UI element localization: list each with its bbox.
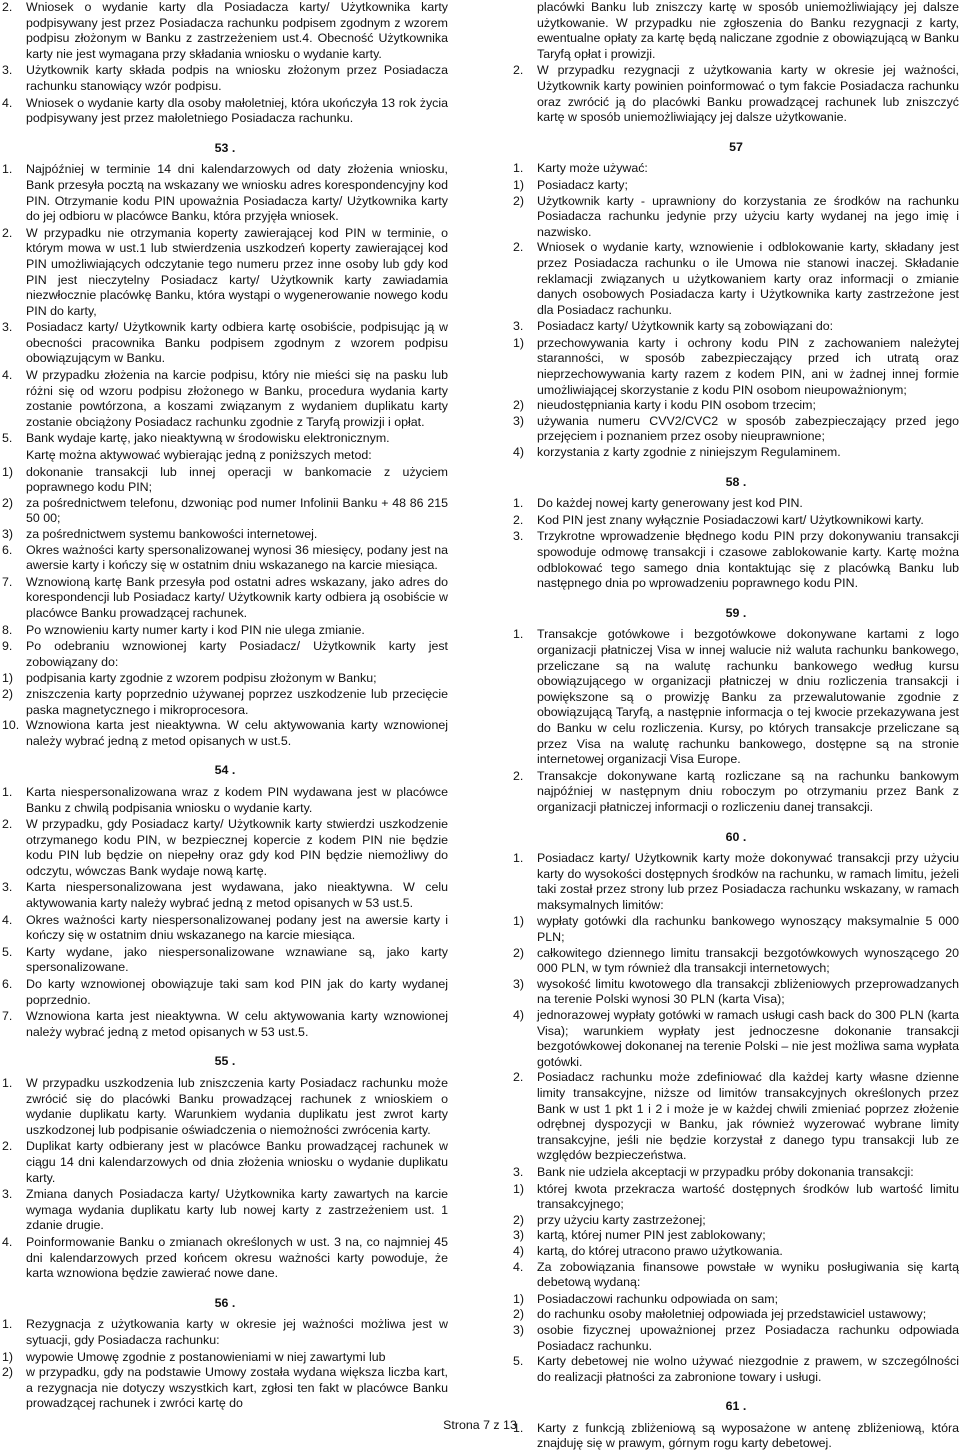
paragraph: Kartę można aktywować wybierając jedną z poniższych metod: <box>26 448 372 463</box>
item-text: jednorazowej wypłaty gotówki w ramach usługi cash back do 300 PLN (karta Visa); warunkiem wypłaty jest jednoczesne dokonanie transakcji bezgotówkowej dokonanej na terenie Polski – nie jest możliwa sama wypłata gotówki. <box>537 1008 959 1069</box>
item-number: 1. <box>513 1420 524 1435</box>
list-item <box>2 1235 448 1282</box>
sub-list-item <box>513 414 959 445</box>
sub-list-item <box>2 496 448 527</box>
item-number: 3. <box>513 319 524 334</box>
item-number: 3. <box>2 320 13 335</box>
item-number: 2) <box>513 1307 525 1322</box>
item-number: 1. <box>2 1076 13 1090</box>
sub-list-item <box>513 336 959 398</box>
sub-list-item <box>2 671 448 687</box>
sub-list-item <box>513 914 959 945</box>
list-item <box>2 543 448 574</box>
item-number: 1) <box>2 464 14 479</box>
list-item <box>513 161 959 177</box>
item-text: do rachunku osoby małoletniej odpowiada jej przedstawiciel ustawowy; <box>537 1307 927 1322</box>
sub-list-item <box>513 1307 959 1323</box>
sub-list-item <box>513 1244 959 1260</box>
item-text: Duplikat karty odbierany jest w placówce Banku prowadzącej rachunek w ciągu 14 dni kalendarzowych od dnia złożenia wniosku o wydanie duplikatu karty. <box>26 1139 448 1185</box>
item-number: 1) <box>513 1291 525 1306</box>
left-column <box>2 0 448 1412</box>
item-text: Posiadaczowi rachunku odpowiada on sam; <box>537 1291 779 1306</box>
list-item <box>513 513 959 529</box>
item-text: Posiadacz karty/ Użytkownik karty są zobowiązani do: <box>537 319 834 334</box>
list-item <box>513 240 959 318</box>
item-text: Wznowioną kartę Bank przesyła pod ostatni adres wskazany, jako adres do korespondencji lub Posiadacz karty/ Użytkownik karty odbiera ją osobiście w placówce Banku prowadzącej rachunek. <box>26 574 448 620</box>
list-item <box>2 1317 448 1348</box>
list-item <box>2 945 448 976</box>
item-text: Wniosek o wydanie karty dla Posiadacza karty/ Użytkownika karty podpisywany jest przez Posiadacza rachunku podpisem zgodnym z wzorem podpisu złożonym w Banku z zastrzeżeniem ust.4. Obecność Użytkownika karty nie jest wymagana przy składania wniosku o wydanie karty. <box>26 0 448 61</box>
item-number: 2) <box>2 495 14 510</box>
section-heading: 60 . <box>725 829 747 844</box>
item-text: której kwota przekracza wartość dostępnych środków lub wartość limitu transakcyjnego; <box>537 1181 959 1212</box>
list-item <box>513 851 959 913</box>
list-item <box>2 320 448 367</box>
section-heading: 54 . <box>214 763 236 778</box>
list-item <box>513 1165 959 1181</box>
item-number: 2. <box>513 512 524 527</box>
item-number: 3) <box>513 1228 525 1243</box>
list-item <box>513 529 959 591</box>
item-number: 1. <box>513 496 524 511</box>
item-text: Karty debetowej nie wolno używać niezgodnie z prawem, w szczególności do realizacji płatności za zabronione towary i usługi. <box>537 1354 959 1384</box>
list-item <box>513 1260 959 1291</box>
item-number: 3) <box>513 1322 525 1337</box>
sub-list-item <box>513 1008 959 1070</box>
section-heading: 57 <box>729 139 743 154</box>
item-number: 2) <box>513 1212 525 1227</box>
list-item <box>2 718 448 749</box>
item-text: Karty z funkcją zbliżeniową są wyposażone w antenę zbliżeniową, która znajduję się w prawym, górnym rogu karty debetowej. <box>537 1420 959 1451</box>
item-number: 4) <box>513 1008 525 1023</box>
sub-list-item <box>2 1365 448 1412</box>
sub-list-item <box>513 1323 959 1354</box>
page-footer: Strona 7 z 13 <box>443 1418 517 1432</box>
item-number: 3. <box>513 1164 524 1179</box>
item-text: Wniosek o wydanie karty dla osoby małoletniej, która ukończyła 13 rok życia podpisywany jest przez małoletniego Posiadacza rachunku. <box>26 95 448 126</box>
item-text: Zmiana danych Posiadacza karty/ Użytkownika karty zawartych na karcie wymaga wydania duplikatu karty lub nowej karty z zastrzeżeniem ust. 1 zdanie drugie. <box>26 1187 448 1233</box>
list-item <box>513 769 959 816</box>
item-number: 2. <box>2 1139 13 1154</box>
list-item <box>2 431 448 447</box>
item-number: 4. <box>2 1234 13 1249</box>
item-text: Transakcje dokonywane kartą rozliczane są na rachunku bankowym najpóźniej w następnym dniu roboczym po otrzymaniu przez Bank z organizacji płatniczej informacji o rozliczeniu danej transakcji. <box>537 768 959 814</box>
item-number: 2. <box>2 225 13 240</box>
sub-list-item <box>513 1228 959 1244</box>
item-number: 8. <box>2 622 13 637</box>
item-text: za pośrednictwem telefonu, dzwoniąc pod numer Infolinii Banku + 48 86 215 50 00; <box>26 495 448 526</box>
list-item <box>2 1139 448 1186</box>
item-number: 5. <box>2 431 13 446</box>
item-number: 6. <box>2 977 13 992</box>
item-number: 4. <box>2 368 13 383</box>
item-text: Za zobowiązania finansowe powstałe w wyniku posługiwania się kartą debetową wydaną: <box>537 1259 959 1290</box>
sub-list-item <box>513 1292 959 1308</box>
item-text: W przypadku złożenia na karcie podpisu, który nie mieści się na pasku lub różni się od wzoru podpisu złożonego w Banku, procedura wydania karty zostanie powtórzona, a koszami związanym z wydaniem duplikatu karty zostanie obciążony Posiadacz rachunku zgodnie z Taryfą prowizji i opłat. <box>26 368 448 429</box>
item-text: Transakcje gotówkowe i bezgotówkowe dokonywane kartami z logo organizacji płatniczej Visa w innej walucie niż waluta rachunku bankowego, przeliczane są na walutę rachunku bankowego według kursu obowiązującego w organizacji płatniczej w dniu rozliczenia transakcji i powiększone są o prowizję Banku za przewalutowanie zgodnie z obowiązującą Taryfą, a następnie informacja o tej kwocie przekazywana jest do Banku w celu rozliczenia. Kursy, po których transakcje przeliczane są przez Visa na walutę rachunku bankowego, dostępne są na stronie internetowej organizacji Visa Europe. <box>537 627 959 767</box>
item-text: W przypadku uszkodzenia lub zniszczenia karty Posiadacz rachunku może zwrócić się do placówki Banku prowadzącej rachunek z wnioskiem o wydanie duplikatu karty. Warunkiem wydania duplikatu jest zwrot karty uszkodzonej lub podpisanie oświadczenia o niemożności zwrócenia karty. <box>26 1076 448 1137</box>
section-heading: 55 . <box>214 1054 236 1069</box>
item-text: dokonanie transakcji lub innej operacji w bankomacie z użyciem poprawnego kodu PIN; <box>26 464 448 495</box>
list-item <box>2 575 448 622</box>
item-text: Bank wydaje kartę, jako nieaktywną w środowisku elektronicznym. <box>26 431 390 446</box>
item-number: 3. <box>513 529 524 544</box>
item-text: Użytkownik karty składa podpis na wniosku złożonym przez Posiadacza rachunku stanowiący wzór podpisu. <box>26 63 448 93</box>
list-item <box>2 623 448 639</box>
item-text: podpisania karty zgodnie z wzorem podpisu złożonym w Banku; <box>26 671 377 686</box>
list-item <box>2 977 448 1008</box>
item-number: 3) <box>513 976 525 991</box>
item-text: Po odebraniu wznowionej karty Posiadacz/ Użytkownik karty jest zobowiązany do: <box>26 639 448 669</box>
item-number: 1. <box>513 627 524 642</box>
sub-list-item <box>513 946 959 977</box>
item-text: Wznowiona karta jest nieaktywna. W celu aktywowania karty wznowionej należy wybrać jedną z metod opisanych w ust.5. <box>26 718 448 748</box>
list-item <box>2 226 448 320</box>
list-item <box>513 1354 959 1385</box>
item-number: 1) <box>513 914 525 929</box>
item-text: Posiadacz karty; <box>537 177 628 192</box>
right-column <box>513 0 959 1453</box>
item-text: Posiadacz karty/ Użytkownik karty może dokonywać transakcji przy użyciu karty do wysokości dostępnych środków na rachunku, w ramach limitu, jeżeli taki został przez strony lub przez Posiadacza rachunku wskazany, w ramach maksymalnych limitów: <box>537 851 959 912</box>
item-text: całkowitego dziennego limitu transakcji bezgotówkowych wynoszącego 20 000 PLN, w tym również dla transakcji internetowych; <box>537 945 959 976</box>
item-number: 5. <box>2 944 13 959</box>
item-number: 1. <box>2 162 13 177</box>
section-heading: 56 . <box>214 1295 236 1310</box>
item-number: 3) <box>513 413 525 428</box>
sub-list-item <box>513 1182 959 1213</box>
list-item <box>2 63 448 94</box>
item-number: 2) <box>513 193 525 208</box>
item-number: 7. <box>2 1009 13 1024</box>
item-text: Trzykrotne wprowadzenie błędnego kodu PIN przy dokonywaniu transakcji spowoduje odmowę transakcji i czasowe zablokowanie karty. Kartę można odblokować tego samego dnia kontaktując się z placówką Banku lub następnego dnia po wprowadzeniu poprawnego kodu PIN. <box>537 529 959 591</box>
item-number: 1. <box>2 784 13 799</box>
list-item <box>2 368 448 430</box>
sub-list-item <box>2 687 448 718</box>
section-heading: 61 . <box>725 1399 747 1414</box>
item-text: używania numeru CVV2/CVC2 w sposób zabezpieczający przed jego przejęciem i poznaniem przez osoby nieuprawnione; <box>537 413 959 444</box>
list-item <box>2 639 448 670</box>
item-text: osobie fizycznej upoważnionej przez Posiadacza rachunku odpowiada Posiadacz rachunku. <box>537 1322 959 1353</box>
sub-list-item <box>2 527 448 543</box>
item-number: 2. <box>513 240 524 255</box>
item-text: kartą, do której utracono prawo użytkowania. <box>537 1243 783 1258</box>
item-number: 4) <box>513 445 525 460</box>
item-number: 1. <box>513 851 524 866</box>
section-heading: 58 . <box>725 474 747 489</box>
list-item <box>513 1070 959 1164</box>
item-number: 2) <box>2 1365 14 1380</box>
item-text: W przypadku, gdy Posiadacz karty/ Użytkownik karty stwierdzi uszkodzenie otrzymanego kodu PIN, w bezpiecznej kopercie z kodem PIN nie będzie kodu PIN lub będzie on niepełny oraz gdy kod PIN będzie niemożliwy do odczytu, wówczas Bank wydaje nową kartę. <box>26 817 448 878</box>
item-text: Karty może używać: <box>537 161 648 176</box>
section-heading: 59 . <box>725 605 747 620</box>
item-number: 2. <box>513 63 524 78</box>
item-text: nieudostępniania karty i kodu PIN osobom trzecim; <box>537 398 816 413</box>
item-number: 1. <box>2 1317 13 1332</box>
list-item <box>2 96 448 127</box>
list-item <box>513 63 959 125</box>
item-text: Karta niespersonalizowana jest wydawana, jako nieaktywna. W celu aktywowania karty należy wybrać jedną z metod opisanych w 53 ust.5. <box>26 880 448 911</box>
list-item <box>2 0 448 62</box>
item-number: 2. <box>513 768 524 783</box>
item-text: wypłaty gotówki dla rachunku bankowego wynoszący maksymalnie 5 000 PLN; <box>537 914 959 945</box>
item-text: Posiadacz rachunku może zdefiniować dla każdej karty własne dzienne limity transakcyjne, niższe od limitów transakcyjnych określonych przez Bank w ust 1 pkt 1 i 2 i może je w każdej chwili zmieniać poprzez złożenie odrębnej dyspozycji w Banku, jak również wyzerować wybrane limity transakcyjne, jeśli nie będzie korzystał z danego typu transakcji lub ze względów bezpieczeństwa. <box>537 1070 959 1163</box>
item-text: W przypadku nie otrzymania koperty zawierającej kod PIN w terminie, o którym mowa w ust.1 lub stwierdzenia uszkodzeń koperty zawierającej kod PIN umożliwiających odczytanie tego numeru przez inne osoby lub gdy kod PIN jest nieczytelny Posiadacz karty/ Użytkownik karty zawiadamia niezwłocznie placówkę Banku, która wystąpi o wygenerowanie nowego kodu PIN do karty, <box>26 225 448 318</box>
list-item <box>2 785 448 816</box>
sub-list-item <box>513 398 959 414</box>
item-number: 4. <box>513 1259 524 1274</box>
item-number: 3. <box>2 880 13 895</box>
sub-list-item <box>513 445 959 461</box>
paragraph: placówki Banku lub zniszczy kartę w sposób uniemożliwiający jej dalsze użytkowanie. W przypadku nie zgłoszenia do Banku rezygnacji z karty, ewentualne opłaty za kartę będą naliczane zgodnie z obowiązującą w Banku Taryfą opłat i prowizji. <box>537 0 959 61</box>
item-number: 2. <box>513 1070 524 1085</box>
item-text: Kod PIN jest znany wyłącznie Posiadaczowi kart/ Użytkownikowi karty. <box>537 512 924 527</box>
item-text: Rezygnacja z użytkowania karty w okresie jej ważności możliwa jest w sytuacji, gdy Posiadacza rachunku: <box>26 1317 448 1347</box>
item-number: 7. <box>2 574 13 589</box>
list-item <box>2 880 448 911</box>
item-text: Po wznowieniu karty numer karty i kod PIN nie ulega zmianie. <box>26 622 365 637</box>
item-text: Najpóźniej w terminie 14 dni kalendarzowych od daty złożenia wniosku, Bank przesyła pocztą na wskazany we wniosku adres korespondencyjny kod PIN. Otrzymanie kodu PIN upoważnia Posiadacza karty/ Użytkownika karty do jej odbioru w placówce Banku, która przyjęła wniosek. <box>26 162 448 224</box>
item-text: Okres ważności karty niespersonalizowanej podany jest na awersie karty i kończy się w ostatnim dniu wskazanego na karcie miesiąca. <box>26 912 448 943</box>
item-number: 1) <box>513 177 525 192</box>
item-number: 2. <box>2 817 13 832</box>
item-text: Poinformowanie Banku o zmianach określonych w ust. 3 na, co najmniej 45 dni kalendarzowych przed końcem okresu ważności karty powoduje, że karta wznowiona będzie zawierać nowe dane. <box>26 1234 448 1281</box>
item-number: 1) <box>2 1349 14 1364</box>
item-number: 4. <box>2 912 13 927</box>
item-text: Posiadacz karty/ Użytkownik karty odbiera kartę osobiście, podpisując ją w obecności pracownika Banku podpisem zgodnym z wzorem podpisu obowiązującym w Banku. <box>26 320 448 366</box>
item-text: za pośrednictwem systemu bankowości internetowej. <box>26 527 318 541</box>
item-number: 3. <box>2 63 13 78</box>
item-number: 6. <box>2 542 13 557</box>
item-number: 1) <box>513 335 525 350</box>
item-text: kartą, której numer PIN jest zablokowany; <box>537 1228 766 1243</box>
item-text: wypowie Umowę zgodnie z postanowieniami w niej zawartymi lub <box>26 1349 386 1364</box>
item-number: 10. <box>2 718 20 733</box>
item-number: 5. <box>513 1354 524 1369</box>
item-text: Karty wydane, jako niespersonalizowane wznawiane są, jako karty spersonalizowane. <box>26 944 448 975</box>
item-text: Do karty wznowionej obowiązuje taki sam kod PIN jak do karty wydanej poprzednio. <box>26 977 448 1007</box>
item-text: Wznowiona karta jest nieaktywna. W celu aktywowania karty wznowionej należy wybrać jedną z metod opisanych w 53 ust.5. <box>26 1009 448 1039</box>
item-text: przechowywania karty i ochrony kodu PIN z zachowaniem należytej staranności, w sposób zabezpieczający przed ich utratą oraz nieprzechowywania karty razem z kodem PIN, ani w żadnej innej formie umożliwiającej skorzystanie z kodu PIN osobom nieupoważnionym; <box>537 335 959 397</box>
item-text: przy użyciu karty zastrzeżonej; <box>537 1212 706 1227</box>
item-number: 1) <box>2 671 14 686</box>
list-item <box>2 913 448 944</box>
sub-list-item <box>513 194 959 241</box>
list-item <box>2 817 448 879</box>
item-number: 1) <box>513 1181 525 1196</box>
item-number: 2) <box>513 945 525 960</box>
list-item <box>2 162 448 224</box>
list-item <box>513 496 959 512</box>
sub-list-item <box>513 1213 959 1229</box>
sub-list-item <box>2 1350 448 1366</box>
list-item <box>2 1076 448 1138</box>
item-number: 1. <box>513 161 524 176</box>
item-number: 3) <box>2 527 14 541</box>
sub-list-item <box>2 465 448 496</box>
item-number: 4) <box>513 1243 525 1258</box>
item-number: 2) <box>2 686 14 701</box>
list-item <box>513 627 959 767</box>
list-item <box>513 319 959 335</box>
item-text: Karta niespersonalizowana wraz z kodem PIN wydawana jest w placówce Banku z chwilą podpisania wniosku o wydanie karty. <box>26 784 448 815</box>
item-number: 3. <box>2 1187 13 1202</box>
list-item <box>2 1009 448 1040</box>
item-number: 2) <box>513 398 525 413</box>
item-number: 4. <box>2 95 13 110</box>
item-text: w przypadku, gdy na podstawie Umowy została wydana większa liczba kart, a rezygnacja nie dotyczy wszystkich kart, zgłosi ten fakt w placówce Banku prowadzącej rachunek i zwróci kartę do <box>26 1365 448 1411</box>
item-text: Wniosek o wydanie karty, wznowienie i odblokowanie karty, składany jest przez Posiadacza rachunku o ile Umowa nie stanowi inaczej. Składanie reklamacji związanych u użytkowaniem karty oraz informacji o zmianie danych osobowych Posiadacza karty i Użytkownika karty zastrzeżone jest dla Posiadacz rachunku. <box>537 240 959 317</box>
item-text: W przypadku rezygnacji z użytkowania karty w okresie jej ważności, Użytkownik karty powinien poinformować o tym fakcie Posiadacza rachunku oraz zwrócić ją do placówki Banku prowadzącej rachunek lub zniszczyć kartę w sposób uniemożliwiający jej dalsze użytkowanie. <box>537 63 959 125</box>
item-text: Okres ważności karty spersonalizowanej wynosi 36 miesięcy, podany jest na awersie karty i kończy się w ostatnim dniu wskazanego na karcie miesiąca. <box>26 542 448 573</box>
sub-list-item <box>513 178 959 194</box>
list-item <box>2 1187 448 1234</box>
section-heading: 53 . <box>214 140 236 155</box>
item-text: zniszczenia karty poprzednio używanej poprzez uszkodzenie lub przecięcie paska magnetycznego i mikroprocesora. <box>26 686 448 717</box>
item-number: 2. <box>2 0 13 14</box>
item-text: wysokość limitu kwotowego dla transakcji zbliżeniowych przeprowadzanych na terenie Polski wynosi 30 PLN (karta Visa); <box>537 976 959 1007</box>
item-text: Użytkownik karty - uprawniony do korzystania ze środków na rachunku Posiadacza rachunku jedynie przy użyciu karty wydanej na jego imię i nazwisko. <box>537 193 959 239</box>
item-number: 9. <box>2 639 13 654</box>
sub-list-item <box>513 977 959 1008</box>
item-text: Do każdej nowej karty generowany jest kod PIN. <box>537 496 803 511</box>
item-text: korzystania z karty zgodnie z niniejszym Regulaminem. <box>537 445 841 460</box>
item-text: Bank nie udziela akceptacji w przypadku próby dokonania transakcji: <box>537 1164 914 1179</box>
